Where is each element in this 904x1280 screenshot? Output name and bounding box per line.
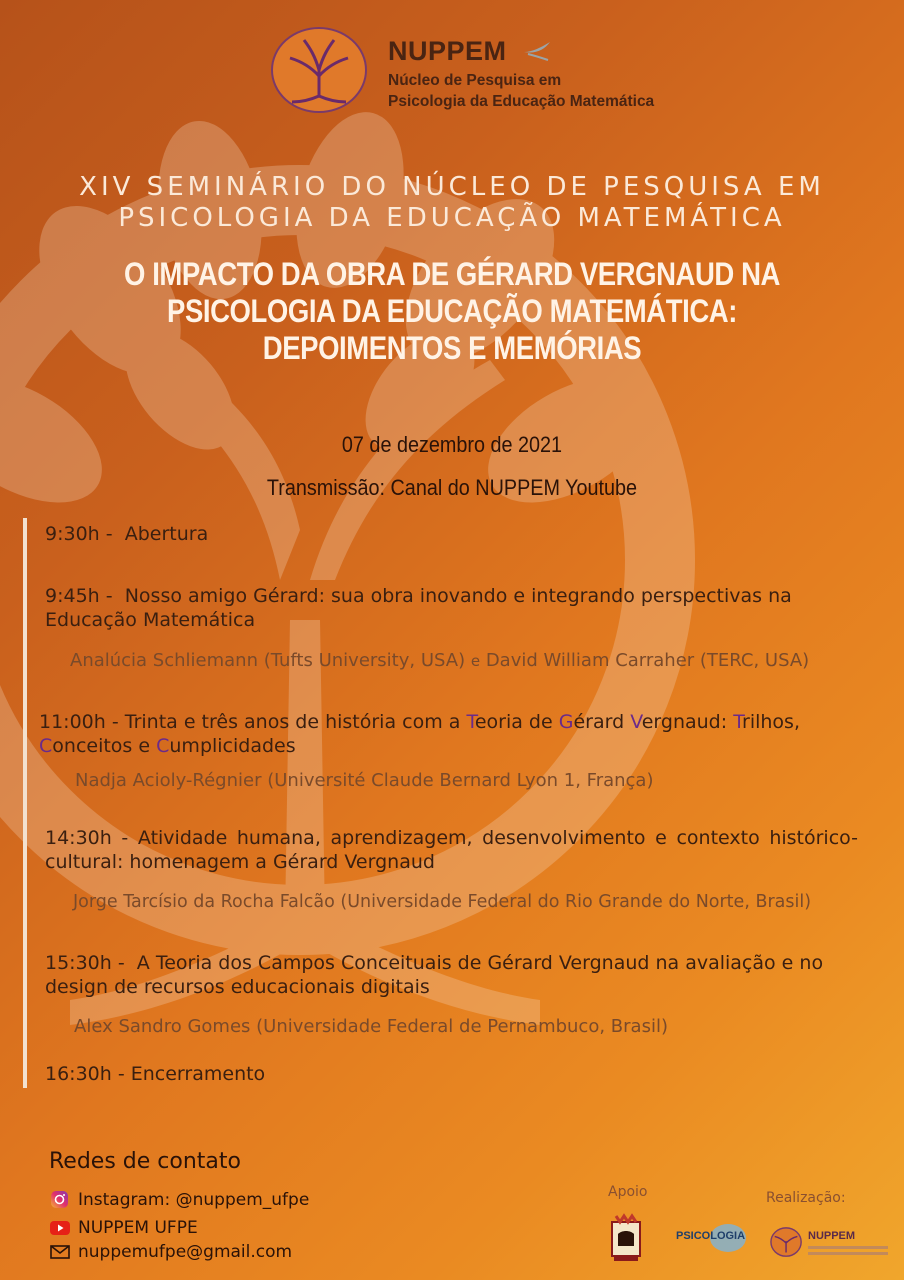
youtube-channel: NUPPEM UFPE [78, 1218, 198, 1238]
schedule-title-part: onceitos e [52, 735, 157, 757]
schedule-time: 15:30h - [45, 952, 125, 974]
contact-instagram[interactable] [50, 1190, 309, 1210]
schedule-title: Atividade humana, aprendizagem, desenvolvimento e contexto histórico-cultural: homenagem a Gérard Vergnaud [45, 827, 858, 873]
schedule-speaker [70, 650, 900, 671]
schedule-item [45, 522, 865, 546]
speaker-name: Analúcia Schliemann (Tufts University, USA) [70, 650, 466, 671]
schedule-title-part: umplicidades [169, 735, 296, 757]
schedule-title-part: érard [573, 711, 631, 733]
schedule-title: Abertura [124, 523, 209, 545]
nuppem-small-text: NUPPEM [808, 1230, 856, 1242]
event-title-line1: O IMPACTO DA OBRA DE GÉRARD VERGNAUD NA [124, 256, 780, 292]
schedule-item [45, 1062, 865, 1086]
schedule-time: 16:30h - [45, 1063, 125, 1085]
schedule-title-highlight: C [39, 735, 53, 757]
event-date: 07 de dezembro de 2021 [341, 432, 563, 457]
apoio-label: Apoio [608, 1184, 648, 1200]
brand-subtitle [388, 70, 654, 112]
brand-subtitle-line2: Psicologia da Educação Matemática [388, 93, 655, 110]
nuppem-small-subtext-bar [808, 1252, 888, 1255]
schedule-speaker: Jorge Tarcísio da Rocha Falcão (Universidade Federal do Rio Grande do Norte, Brasil) [73, 892, 812, 912]
timeline-bar [23, 518, 27, 1088]
event-title [63, 256, 840, 367]
schedule-item [45, 584, 865, 632]
schedule-speaker: Alex Sandro Gomes (Universidade Federal de Pernambuco, Brasil) [74, 1016, 668, 1037]
seminar-line1: XIV SEMINÁRIO DO NÚCLEO DE PESQUISA EM [79, 172, 825, 202]
schedule-title-highlight: C [156, 735, 170, 757]
realizacao-label: Realização: [766, 1190, 846, 1206]
seminar-heading [0, 172, 904, 234]
email-address: nuppemufpe@gmail.com [78, 1242, 293, 1262]
schedule-title: Nosso amigo Gérard: sua obra inovando e integrando perspectivas na Educação Matemática [45, 585, 792, 631]
schedule-item [45, 951, 885, 999]
instagram-handle: Instagram: @nuppem_ufpe [78, 1190, 310, 1210]
contact-youtube[interactable] [50, 1218, 198, 1238]
transmission-info: Transmissão: Canal do NUPPEM Youtube [266, 475, 638, 500]
schedule-title-part: ergnaud: [641, 711, 734, 733]
speaker-name: David William Carraher (TERC, USA) [485, 650, 810, 671]
schedule-speaker: Nadja Acioly-Régnier (Université Claude Bernard Lyon 1, França) [75, 770, 654, 791]
schedule-time: 14:30h - [45, 827, 129, 849]
speaker-join: e [470, 652, 481, 670]
brand-name: NUPPEM [388, 36, 507, 66]
schedule-time: 11:00h - [39, 711, 119, 733]
schedule-time: 9:45h - [45, 585, 113, 607]
schedule-title-highlight: T [733, 711, 743, 733]
schedule-title-part: rilhos, [742, 711, 800, 733]
psicologia-logo-text: PSICOLOGIA [676, 1230, 746, 1242]
schedule-title: Encerramento [130, 1063, 266, 1085]
event-title-line2: PSICOLOGIA DA EDUCAÇÃO MATEMÁTICA: [167, 293, 737, 329]
schedule-title-highlight: T [466, 711, 475, 733]
schedule-title: A Teoria dos Campos Conceituais de Gérard Vergnaud na avaliação e no design de recursos educacionais digitais [45, 952, 824, 998]
schedule-title-part: eoria de [474, 711, 559, 733]
event-title-line3: DEPOIMENTOS E MEMÓRIAS [262, 330, 642, 366]
contact-title: Redes de contato [49, 1149, 241, 1174]
schedule-title-highlight: G [558, 711, 574, 733]
seminar-line2: PSICOLOGIA DA EDUCAÇÃO MATEMÁTICA [118, 203, 786, 233]
contact-email[interactable] [50, 1242, 292, 1262]
mail-icon [50, 1243, 70, 1261]
nuppem-logo [270, 26, 368, 114]
schedule-item [45, 826, 858, 874]
nuppem-small-subtext-bar [808, 1246, 888, 1249]
youtube-icon [50, 1219, 70, 1237]
instagram-icon [50, 1191, 70, 1209]
brand-subtitle-line1: Núcleo de Pesquisa em [388, 72, 562, 89]
ufpe-crest-icon [608, 1212, 644, 1264]
schedule-title-part: Trinta e três anos de história com a [124, 711, 467, 733]
leaf-icon [522, 38, 552, 62]
nuppem-small-logo [770, 1226, 890, 1262]
psicologia-logo [676, 1222, 750, 1260]
schedule-title-highlight: V [630, 711, 642, 733]
schedule-time: 9:30h - [45, 523, 113, 545]
schedule-item [39, 710, 879, 758]
